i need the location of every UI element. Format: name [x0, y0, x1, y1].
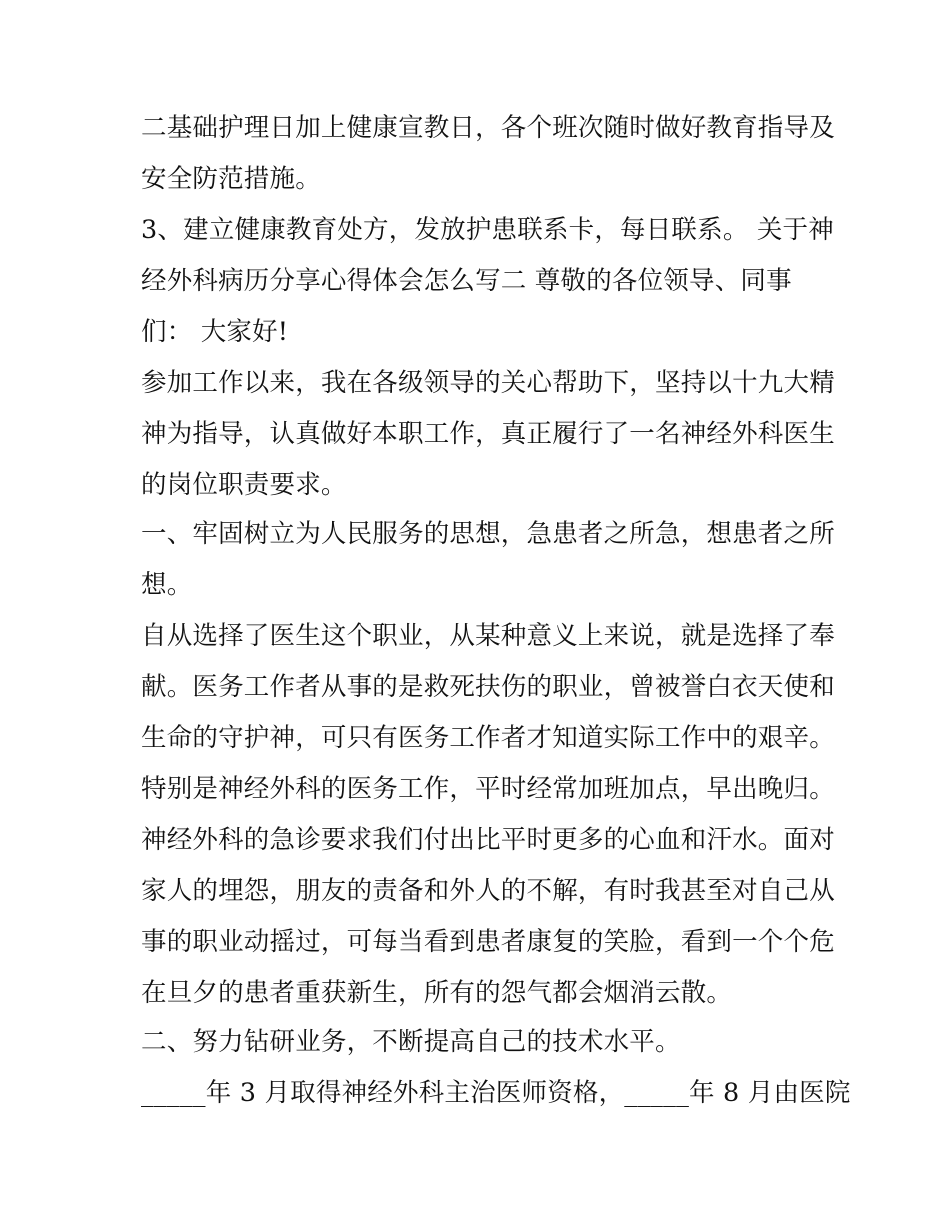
- text-line-1: 二基础护理日加上健康宣教日，各个班次随时做好教育指导及: [141, 113, 835, 143]
- text-line-5: 们： 大家好!: [141, 317, 289, 347]
- text-line-20: _____年 3 月取得神经外科主治医师资格，_____年 8 月由医院: [141, 1078, 851, 1108]
- text-line-2: 安全防范措施。: [141, 164, 321, 194]
- text-line-14: 特别是神经外科的医务工作，平时经常加班加点，早出晚归。: [141, 774, 835, 804]
- text-line-4: 经外科病历分享心得体会怎么写二 尊敬的各位领导、同事: [141, 266, 792, 296]
- text-line-19: 二、努力钻研业务，不断提高自己的技术水平。: [141, 1027, 681, 1057]
- text-line-9: 一、牢固树立为人民服务的思想，急患者之所急，想患者之所: [141, 519, 835, 549]
- text-line-10: 想。: [141, 570, 193, 600]
- text-line-3: 3、建立健康教育处方，发放护患联系卡，每日联系。 关于神: [141, 215, 834, 245]
- text-line-6: 参加工作以来，我在各级领导的关心帮助下，坚持以十九大精: [141, 368, 835, 398]
- text-line-12: 献。医务工作者从事的是救死扶伤的职业，曾被誉白衣天使和: [141, 672, 835, 702]
- text-line-18: 在旦夕的患者重获新生，所有的怨气都会烟消云散。: [141, 978, 733, 1008]
- text-line-13: 生命的守护神，可只有医务工作者才知道实际工作中的艰辛。: [141, 723, 835, 753]
- text-line-11: 自从选择了医生这个职业，从某种意义上来说，就是选择了奉: [141, 621, 835, 651]
- text-line-15: 神经外科的急诊要求我们付出比平时更多的心血和汗水。面对: [141, 825, 835, 855]
- text-line-16: 家人的埋怨，朋友的责备和外人的不解，有时我甚至对自己从: [141, 876, 835, 906]
- text-line-8: 的岗位职责要求。: [141, 470, 347, 500]
- text-line-7: 神为指导，认真做好本职工作，真正履行了一名神经外科医生: [141, 419, 835, 449]
- text-line-17: 事的职业动摇过，可每当看到患者康复的笑脸，看到一个个危: [141, 927, 835, 957]
